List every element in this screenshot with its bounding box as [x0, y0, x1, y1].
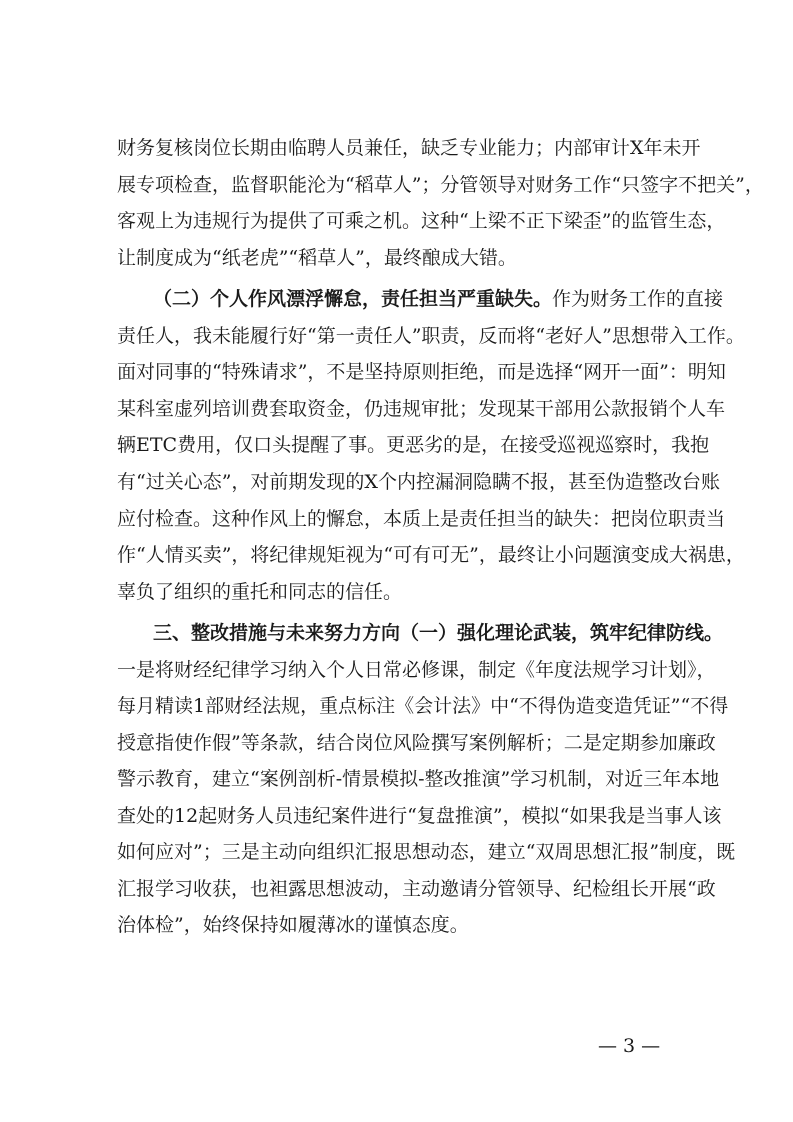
body-text: 面对同事的“特殊请求”，不是坚持原则拒绝，而是选择“网开一面”：明知: [117, 361, 726, 383]
text-line: [117, 798, 722, 834]
text-line: [117, 318, 745, 354]
text-line: [153, 281, 724, 317]
body-text: 有“过关心态”，对前期发现的X个内控漏洞隐瞒不报，甚至伪造整改台账: [117, 471, 720, 493]
body-text: 警示教育，建立“案例剖析-情景模拟-整改推演”学习机制，对近三年本地: [117, 768, 720, 790]
bold-heading-text: 三、整改措施与未来努力方向（一）强化理论武装，筑牢纪律防线。: [153, 622, 724, 644]
body-text: 每月精读1部财经法规，重点标注《会计法》中“不得伪造变造凭证”“不得: [117, 695, 729, 717]
text-line: [117, 167, 764, 203]
text-line: [117, 725, 716, 761]
text-line: [117, 907, 692, 943]
body-text: 财务复核岗位长期由临聘人员兼任，缺乏专业能力；内部审计X年未开: [117, 137, 701, 159]
body-text: 应付检查。这种作风上的懈怠，本质上是责任担当的缺失：把岗位职责当: [117, 508, 726, 530]
body-text: 辆ETC费用，仅口头提醒了事。更恶劣的是，在接受巡视巡察时，我抱: [117, 434, 710, 456]
body-text: 辜负了组织的重托和同志的信任。: [117, 581, 403, 603]
text-line: [117, 871, 716, 907]
body-text: 查处的12起财务人员违纪案件进行“复盘推演”，模拟“如果我是当事人该: [117, 805, 722, 827]
body-text: 展专项检查，监督职能沦为“稻草人”；分管领导对财务工作“只签字不把关”，: [117, 174, 764, 196]
body-text: 作为财务工作的直接: [552, 288, 724, 310]
text-line: [117, 537, 745, 573]
text-line: [117, 240, 692, 276]
text-line: [117, 834, 736, 870]
text-line: [117, 464, 720, 500]
body-text: 责任人，我未能履行好“第一责任人”职责，反而将“老好人”思想带入工作。: [117, 325, 745, 347]
text-line: [117, 761, 720, 797]
body-text: 如何应对”；三是主动向组织汇报思想动态，建立“双周思想汇报”制度，既: [117, 841, 736, 863]
text-line: [117, 427, 710, 463]
text-line: [117, 652, 716, 688]
text-line: [117, 203, 726, 239]
text-line: [117, 501, 726, 537]
body-text: 客观上为违规行为提供了可乘之机。这种“上梁不正下梁歪”的监管生态，: [117, 210, 726, 232]
bold-heading-text: （二）个人作风漂浮懈怠，责任担当严重缺失。: [153, 288, 553, 310]
body-text: 某科室虚列培训费套取资金，仍违规审批；发现某干部用公款报销个人车: [117, 398, 726, 420]
body-text: 授意指使作假”等条款，结合岗位风险撰写案例解析；二是定期参加廉政: [117, 732, 716, 754]
text-line: [153, 615, 724, 651]
body-text: 汇报学习收获，也袒露思想波动，主动邀请分管领导、纪检组长开展“政: [117, 878, 716, 900]
body-text: 治体检”，始终保持如履薄冰的谨慎态度。: [117, 914, 469, 936]
text-line: [117, 574, 692, 610]
text-line: [117, 391, 726, 427]
text-line: [117, 130, 701, 166]
text-line: [117, 354, 726, 390]
body-text: 作“人情买卖”，将纪律规矩视为“可有可无”，最终让小问题演变成大祸患，: [117, 544, 745, 566]
text-line: [117, 688, 729, 724]
page-number: — 3 —: [598, 1035, 661, 1057]
body-text: 让制度成为“纸老虎”“稻草人”，最终酿成大错。: [117, 247, 517, 269]
body-text: 一是将财经纪律学习纳入个人日常必修课，制定《年度法规学习计划》，: [117, 659, 716, 681]
